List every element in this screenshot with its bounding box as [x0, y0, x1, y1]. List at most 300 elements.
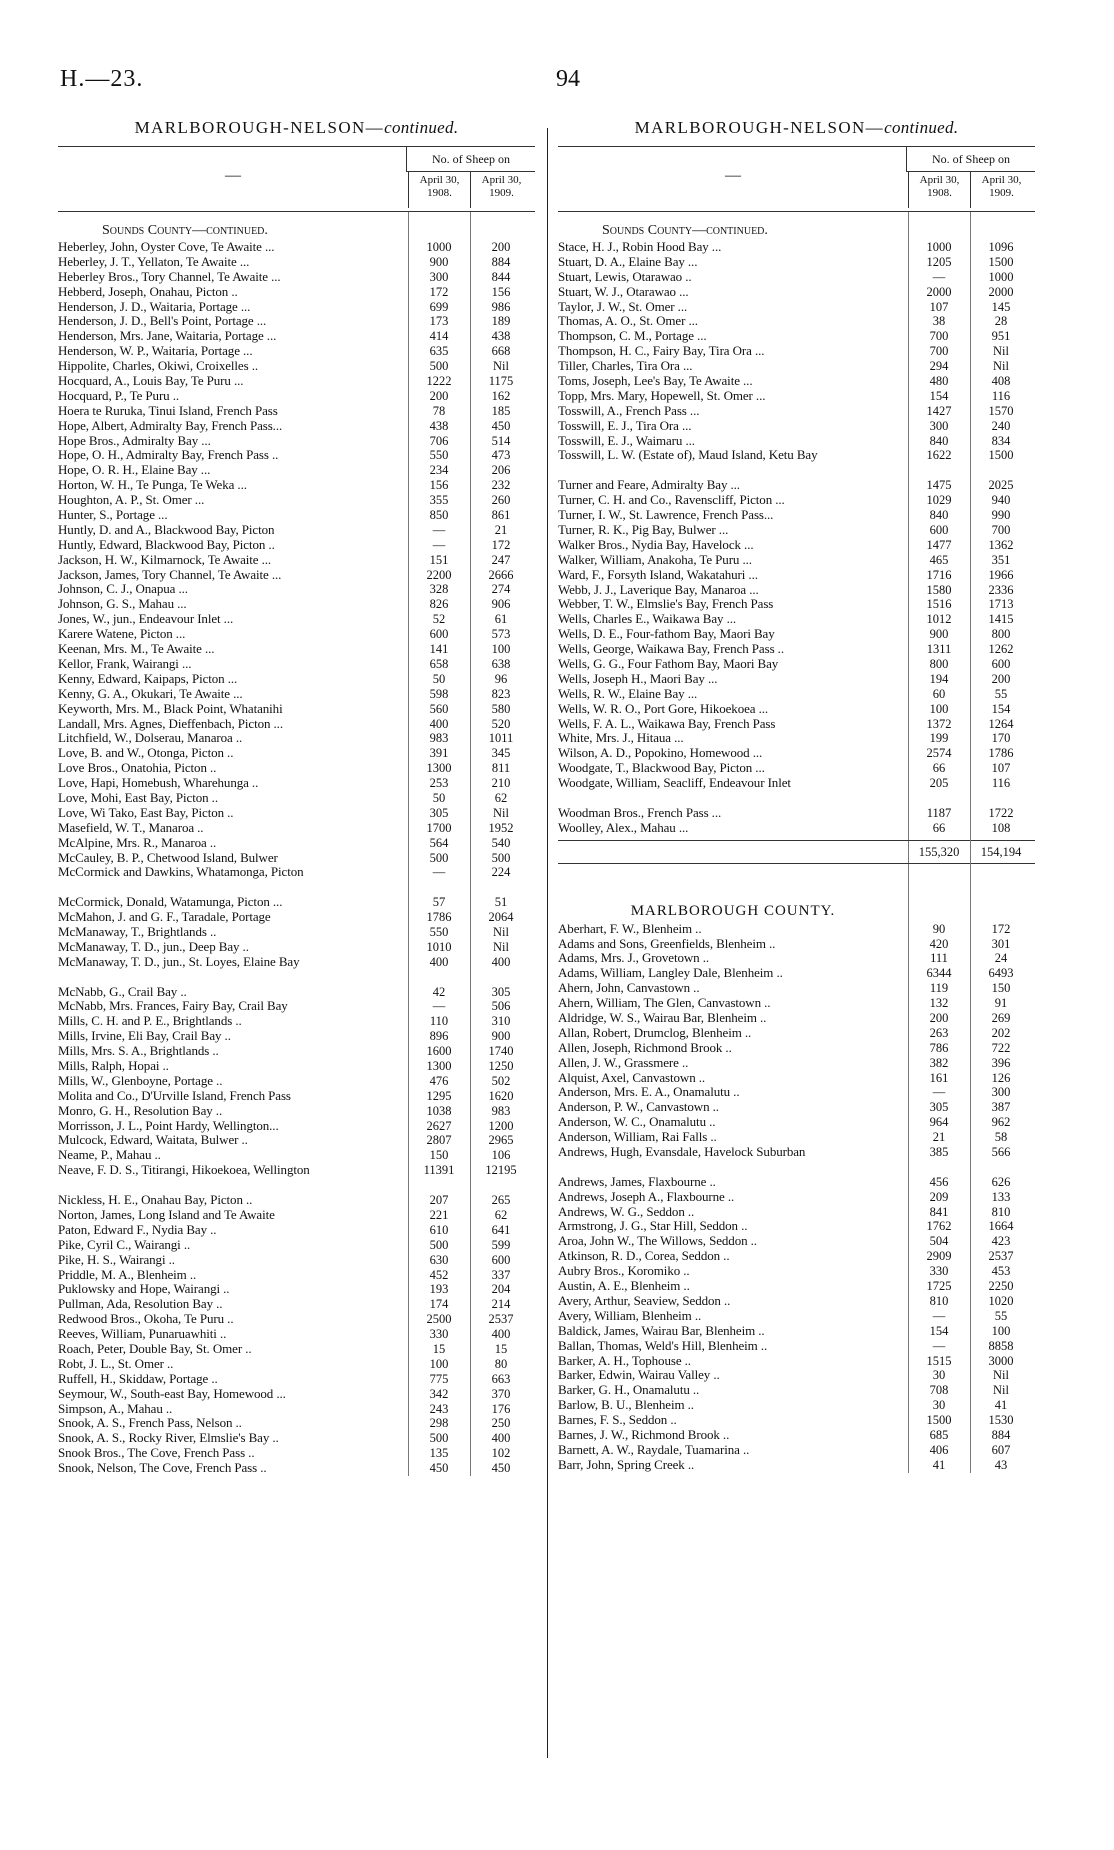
sheep-1908: 1786 [426, 910, 452, 925]
owner-name: Hope, Albert, Admiralty Bay, French Pass... [58, 418, 283, 433]
sheep-1908: 900 [929, 627, 949, 642]
section-heading: Sounds County—continued. [102, 223, 268, 238]
table-row [58, 1416, 535, 1431]
sheep-1908: 154 [929, 1323, 949, 1338]
sheep-1909: 2250 [988, 1279, 1014, 1294]
sheep-1908: 658 [429, 656, 449, 671]
owner-name: Mulcock, Edward, Waitata, Bulwer .. [58, 1133, 248, 1148]
sheep-1908: 1622 [926, 448, 952, 463]
sheep-1908: 234 [429, 463, 449, 478]
sheep-1909: 540 [491, 835, 511, 850]
sheep-1909: 265 [491, 1193, 511, 1208]
sheep-1909: 990 [991, 508, 1011, 523]
sheep-1909: 172 [491, 537, 511, 552]
owner-name: Hope, O. R. H., Elaine Bay ... [58, 463, 211, 478]
sheep-1908: 1029 [926, 493, 952, 508]
owner-name: Heberley, J. T., Yellaton, Te Awaite ... [58, 254, 250, 269]
table-row [58, 821, 535, 836]
sheep-1908: 630 [429, 1252, 449, 1267]
owner-name: Wells, Charles E., Waikawa Bay ... [558, 612, 737, 627]
owner-name: Simpson, A., Mahau .. [58, 1401, 173, 1416]
sheep-1909: Nil [993, 344, 1009, 359]
owner-name: Hebberd, Joseph, Onahau, Picton .. [58, 284, 238, 299]
sheep-1909: 823 [491, 686, 511, 701]
owner-name: Barlow, B. U., Blenheim .. [558, 1398, 694, 1413]
owner-name: Keenan, Mrs. M., Te Awaite ... [58, 642, 215, 657]
table-row [558, 612, 1035, 627]
table-row [558, 300, 1035, 315]
sheep-1909: 91 [994, 996, 1008, 1011]
table-row [58, 672, 535, 687]
table-body [58, 212, 535, 1476]
owner-name: Adams and Sons, Greenfields, Blenheim .. [558, 936, 776, 951]
sheep-1909: 43 [994, 1457, 1008, 1472]
sheep-1909: 150 [991, 981, 1011, 996]
owner-name: Turner, C. H. and Co., Ravenscliff, Picton ... [558, 493, 785, 508]
sheep-1909: 100 [991, 1323, 1011, 1338]
owner-name: Wells, R. W., Elaine Bay ... [558, 686, 698, 701]
owner-name: Woolley, Alex., Mahau ... [558, 820, 689, 835]
table-header [558, 146, 1035, 212]
sheep-1908: 420 [929, 936, 949, 951]
sheep-1908: 850 [429, 508, 449, 523]
sheep-1908: — [932, 1085, 946, 1100]
table-row [58, 940, 535, 955]
owner-name: Wells, Joseph H., Maori Bay ... [558, 671, 718, 686]
sheep-1908: 1010 [426, 939, 452, 954]
sheep-1909: 224 [491, 865, 511, 880]
sheep-1909: 1020 [988, 1293, 1014, 1308]
sheep-1908: 775 [429, 1371, 449, 1386]
owner-name: Webber, T. W., Elmslie's Bay, French Pass [558, 597, 774, 612]
owner-name: Mills, Ralph, Hopai .. [58, 1059, 169, 1074]
owner-name: Ward, F., Forsyth Island, Wakatahuri ... [558, 567, 758, 582]
sheep-1909: 520 [491, 716, 511, 731]
table-row [558, 1175, 1035, 1190]
sheep-1909: 400 [491, 1327, 511, 1342]
sheep-1909: 102 [491, 1446, 511, 1461]
table-row [558, 1339, 1035, 1354]
sheep-1909: 185 [491, 403, 511, 418]
owner-name: Roach, Peter, Double Bay, St. Omer .. [58, 1341, 252, 1356]
owner-name: White, Mrs. J., Hitaua ... [558, 731, 684, 746]
sheep-1909: 1620 [488, 1088, 514, 1103]
owner-name: Pike, H. S., Wairangi .. [58, 1252, 175, 1267]
owner-name: Anderson, William, Rai Falls .. [558, 1130, 717, 1145]
table-row [558, 553, 1035, 568]
table-row [558, 1324, 1035, 1339]
sheep-1908: 699 [429, 299, 449, 314]
owner-name: Hocquard, A., Louis Bay, Te Puru ... [58, 374, 244, 389]
sheep-1909: 800 [991, 627, 1011, 642]
sheep-1908: 355 [429, 493, 449, 508]
table-row [558, 1026, 1035, 1041]
owner-name: Turner and Feare, Admiralty Bay ... [558, 478, 740, 493]
table-row [558, 1130, 1035, 1145]
sheep-1908: 119 [929, 981, 949, 996]
table-row [558, 1428, 1035, 1443]
sheep-1909: 200 [491, 240, 511, 254]
sheep-1908: 400 [429, 954, 449, 969]
table-row [558, 717, 1035, 732]
sheep-1908: 400 [429, 716, 449, 731]
owner-name: Jones, W., jun., Endeavour Inlet ... [58, 612, 234, 627]
sheep-1908: 1580 [926, 582, 952, 597]
sheep-1908: 1500 [926, 1413, 952, 1428]
column-divider [547, 128, 548, 1758]
sheep-1908: 1716 [926, 567, 952, 582]
sheep-1908: 107 [929, 299, 949, 314]
table-row [558, 1354, 1035, 1369]
owner-name: Barr, John, Spring Creek .. [558, 1457, 695, 1472]
sheep-1909: 2666 [488, 567, 514, 582]
owner-name: Pullman, Ada, Resolution Bay .. [58, 1297, 223, 1312]
sheep-1909: 232 [491, 478, 511, 493]
sheep-1909: 51 [494, 895, 508, 910]
owner-name: McNabb, Mrs. Frances, Fairy Bay, Crail Bay [58, 999, 288, 1014]
owner-name: Seymour, W., South-east Bay, Homewood ... [58, 1386, 286, 1401]
sheep-1908: 300 [929, 418, 949, 433]
sheep-1908: 21 [932, 1130, 946, 1145]
sheep-1908: 635 [429, 344, 449, 359]
owner-name: Allen, J. W., Grassmere .. [558, 1055, 689, 1070]
sheep-1909: 107 [991, 761, 1011, 776]
sheep-1909: 940 [991, 493, 1011, 508]
column-title: MARLBOROUGH-NELSON—continued. [634, 118, 959, 137]
owner-name: Litchfield, W., Dolserau, Manaroa .. [58, 731, 243, 746]
sheep-1909: 204 [491, 1282, 511, 1297]
sheep-1908: 110 [429, 1014, 449, 1029]
sheep-1909: 62 [494, 790, 508, 805]
sheep-1908: — [932, 269, 946, 284]
sheep-1908: 200 [429, 388, 449, 403]
sheep-1908: 132 [929, 996, 949, 1011]
table-row [558, 1458, 1035, 1473]
sheep-1909: 55 [994, 1308, 1008, 1323]
table-row [58, 776, 535, 791]
table-row [558, 404, 1035, 419]
sheep-1908: 194 [929, 671, 949, 686]
sheep-1909: 58 [994, 1130, 1008, 1145]
table-row [58, 314, 535, 329]
owner-name: Alquist, Axel, Canvastown .. [558, 1070, 706, 1085]
sheep-count-header: No. of Sheep on [406, 147, 535, 172]
table-row [558, 434, 1035, 449]
owner-name: Henderson, J. D., Waitaria, Portage ... [58, 299, 251, 314]
sheep-1908: 2574 [926, 746, 952, 761]
sheep-1909: 8858 [988, 1338, 1014, 1353]
owner-name: Hocquard, P., Te Puru .. [58, 388, 180, 403]
sheep-1909: 626 [991, 1174, 1011, 1189]
sheep-1909: 566 [991, 1145, 1011, 1160]
sheep-1908: 500 [429, 1237, 449, 1252]
owner-name: Adams, Mrs. J., Grovetown .. [558, 951, 710, 966]
section-gap [558, 864, 1035, 900]
sheep-1909: 834 [991, 433, 1011, 448]
table-row [58, 1372, 535, 1387]
owner-name: Stuart, Lewis, Otarawao .. [558, 269, 692, 284]
owner-name: Monro, G. H., Resolution Bay .. [58, 1103, 223, 1118]
owner-name: Molita and Co., D'Urville Island, French Pass [58, 1088, 291, 1103]
table-row [58, 1133, 535, 1148]
sheep-1909: 3000 [988, 1353, 1014, 1368]
sheep-1908: 391 [429, 746, 449, 761]
table-row [58, 1193, 535, 1208]
table-row [558, 951, 1035, 966]
table-row [58, 1029, 535, 1044]
sheep-1909: 6493 [988, 966, 1014, 981]
table-row [558, 966, 1035, 981]
owner-name: Avery, Arthur, Seaview, Seddon .. [558, 1293, 731, 1308]
sheep-1908: 465 [929, 552, 949, 567]
table-row [558, 255, 1035, 270]
table-row [558, 568, 1035, 583]
table-row [58, 955, 535, 985]
sheep-1908: 900 [429, 254, 449, 269]
sheep-1909: 305 [491, 984, 511, 999]
owner-name: Woodman Bros., French Pass ... [558, 805, 722, 820]
sheep-1908: 610 [429, 1222, 449, 1237]
owner-name: Atkinson, R. D., Corea, Seddon .. [558, 1249, 730, 1264]
sheep-1908: 156 [429, 478, 449, 493]
sheep-1909: 41 [994, 1398, 1008, 1413]
sheep-1908: 50 [432, 671, 446, 686]
owner-name: Paton, Edward F., Nydia Bay .. [58, 1222, 217, 1237]
sheep-1908: 15 [432, 1341, 446, 1356]
owner-name: Wells, F. A. L., Waikawa Bay, French Pass [558, 716, 776, 731]
sheep-1909: 269 [991, 1011, 1011, 1025]
table-row [58, 300, 535, 315]
sheep-1909: Nil [993, 1368, 1009, 1383]
sheep-1908: 896 [429, 1029, 449, 1044]
table-row [58, 597, 535, 612]
owner-name: Horton, W. H., Te Punga, Te Weka ... [58, 478, 247, 493]
date-column-1908: April 30, 1908. [408, 171, 470, 208]
sheep-1909: 1570 [988, 403, 1014, 418]
owner-name: Huntly, D. and A., Blackwood Bay, Picton [58, 522, 275, 537]
sheep-1908: 1000 [426, 240, 452, 254]
table-row [58, 851, 535, 866]
table-row [558, 419, 1035, 434]
sheep-1909: 2064 [488, 910, 514, 925]
table-row [58, 999, 535, 1014]
sheep-1908: 151 [429, 552, 449, 567]
sheep-1908: 452 [429, 1267, 449, 1282]
owner-name: Morrisson, J. L., Point Hardy, Wellington... [58, 1118, 279, 1133]
sheep-1908: 161 [929, 1070, 949, 1085]
owner-name: Houghton, A. P., St. Omer ... [58, 493, 205, 508]
table-row [558, 1011, 1035, 1026]
sheep-1909: 986 [491, 299, 511, 314]
owner-name: McCormick and Dawkins, Whatamonga, Picton [58, 865, 304, 880]
sheep-1908: 300 [429, 269, 449, 284]
table-row [58, 702, 535, 717]
sheep-1908: 30 [932, 1368, 946, 1383]
table-row [558, 657, 1035, 672]
owner-name: Snook, A. S., Rocky River, Elmslie's Bay .. [58, 1431, 279, 1446]
table-row [558, 1368, 1035, 1383]
owner-name: McCauley, B. P., Chetwood Island, Bulwer [58, 850, 278, 865]
table-row [58, 463, 535, 478]
sheep-1909: 106 [491, 1148, 511, 1163]
sheep-1909: 1362 [988, 537, 1014, 552]
owner-name: Snook, Nelson, The Cove, French Pass .. [58, 1461, 267, 1476]
sheep-1909: 906 [491, 597, 511, 612]
table-row [58, 1342, 535, 1357]
sheep-1908: 1516 [926, 597, 952, 612]
table-row [58, 1357, 535, 1372]
sheep-1909: 2336 [988, 582, 1014, 597]
sheep-1909: 450 [491, 1461, 511, 1476]
table-row [558, 1219, 1035, 1234]
table-row [58, 1074, 535, 1089]
sheep-1908: 263 [929, 1025, 949, 1040]
sheep-1909: 811 [491, 761, 511, 776]
sheep-1908: 174 [429, 1297, 449, 1312]
sheep-1908: 450 [429, 1461, 449, 1476]
sheep-1908: 172 [429, 284, 449, 299]
table-row [58, 329, 535, 344]
sheep-1909: 260 [491, 493, 511, 508]
table-row [558, 1398, 1035, 1413]
table-row [58, 1387, 535, 1402]
owner-name: McAlpine, Mrs. R., Manaroa .. [58, 835, 217, 850]
table-row [558, 478, 1035, 493]
owner-name: Hunter, S., Portage ... [58, 508, 168, 523]
sheep-1908: 414 [429, 329, 449, 344]
owner-name: Love, B. and W., Otonga, Picton .. [58, 746, 234, 761]
sheep-1908: 305 [929, 1100, 949, 1115]
table-row [558, 1190, 1035, 1205]
table-row [558, 1085, 1035, 1100]
sheep-1909: 573 [491, 627, 511, 642]
table-row [558, 508, 1035, 523]
sheep-1908: 500 [429, 850, 449, 865]
sheep-1908: 2807 [426, 1133, 452, 1148]
owner-name: Wilson, A. D., Popokino, Homewood ... [558, 746, 763, 761]
date-column-1909: April 30, 1909. [470, 171, 532, 208]
table-row [58, 925, 535, 940]
sheep-1908: 342 [429, 1386, 449, 1401]
sheep-1909: 1175 [488, 374, 514, 389]
owner-name: Andrews, James, Flaxbourne .. [558, 1174, 716, 1189]
table-row [58, 1104, 535, 1119]
sheep-1909: 473 [491, 448, 511, 463]
table-row [558, 270, 1035, 285]
sheep-1908: 598 [429, 686, 449, 701]
sheep-1908: 100 [429, 1356, 449, 1371]
owner-name: Aberhart, F. W., Blenheim .. [558, 921, 702, 936]
table-row [58, 1089, 535, 1104]
sheep-1909: 884 [991, 1427, 1011, 1442]
table-row [58, 568, 535, 583]
owner-name: Heberley Bros., Tory Channel, Te Awaite ... [58, 269, 281, 284]
owner-name: Nickless, H. E., Onahau Bay, Picton .. [58, 1193, 253, 1208]
owner-name: Priddle, M. A., Blenheim .. [58, 1267, 197, 1282]
owner-name: Kellor, Frank, Wairangi ... [58, 656, 192, 671]
sheep-1909: 638 [491, 656, 511, 671]
sheep-1908: 328 [429, 582, 449, 597]
owner-name: Andrews, W. G., Seddon .. [558, 1204, 695, 1219]
sheep-1909: 396 [991, 1055, 1011, 1070]
table-row [58, 404, 535, 419]
table-row [558, 1383, 1035, 1398]
sheep-1908: — [432, 537, 446, 552]
sheep-1908: 1762 [926, 1219, 952, 1234]
sheep-1909: Nil [493, 924, 509, 939]
sheep-1909: 126 [991, 1070, 1011, 1085]
sheep-1908: 200 [929, 1011, 949, 1025]
table-row [558, 627, 1035, 642]
sheep-1908: 1372 [926, 716, 952, 731]
total-1908: 155,320 [918, 844, 960, 859]
table-row [558, 981, 1035, 996]
page-number: 94 [556, 66, 580, 92]
owner-name: Anderson, W. C., Onamalutu .. [558, 1115, 716, 1130]
owner-name: Love Bros., Onatohia, Picton .. [58, 761, 217, 776]
owner-name: Anderson, P. W., Canvastown .. [558, 1100, 719, 1115]
sheep-1909: 214 [491, 1297, 511, 1312]
sheep-1909: 200 [991, 671, 1011, 686]
table-row [558, 389, 1035, 404]
table-row [58, 657, 535, 672]
table-row [558, 687, 1035, 702]
owner-name: Wells, G. G., Four Fathom Bay, Maori Bay [558, 656, 779, 671]
sheep-1909: 301 [991, 936, 1011, 951]
table-row [558, 821, 1035, 836]
owner-name: Thompson, H. C., Fairy Bay, Tira Ora ... [558, 344, 765, 359]
sheep-1909: 900 [491, 1029, 511, 1044]
sheep-1908: 330 [929, 1264, 949, 1279]
owner-name: Allan, Robert, Drumclog, Blenheim .. [558, 1025, 752, 1040]
owner-name: Hope Bros., Admiralty Bay ... [58, 433, 211, 448]
table-row [558, 448, 1035, 478]
sheep-1909: 108 [991, 820, 1011, 835]
sheep-1909: 700 [991, 522, 1011, 537]
sheep-1909: 600 [991, 656, 1011, 671]
owner-name: Stuart, D. A., Elaine Bay ... [558, 254, 698, 269]
table-row [58, 255, 535, 270]
sheep-1908: 150 [429, 1148, 449, 1163]
owner-name: Tosswill, A., French Pass ... [558, 403, 700, 418]
sheep-1908: 786 [929, 1040, 949, 1055]
table-row [558, 1279, 1035, 1294]
sheep-1908: 476 [429, 1073, 449, 1088]
table-row [58, 895, 535, 910]
sheep-1909: 1500 [988, 448, 1014, 463]
sheep-1909: 206 [491, 463, 511, 478]
owner-name: Johnson, C. J., Onapua ... [58, 582, 188, 597]
page-header [40, 66, 1080, 106]
sheep-1908: 385 [929, 1145, 949, 1160]
owner-name: Turner, I. W., St. Lawrence, French Pass... [558, 508, 774, 523]
sheep-1909: 423 [991, 1234, 1011, 1249]
table-row [58, 717, 535, 732]
owner-name: Thomas, A. O., St. Omer ... [558, 314, 698, 329]
sheep-1909: 274 [491, 582, 511, 597]
table-row [558, 314, 1035, 329]
sheep-1908: 66 [932, 820, 946, 835]
owner-name: Redwood Bros., Okoha, Te Puru .. [58, 1312, 234, 1327]
table-row [558, 493, 1035, 508]
sheep-1908: 2000 [926, 284, 952, 299]
owner-name: Stuart, W. J., Otarawao ... [558, 284, 689, 299]
table-row [58, 285, 535, 300]
sheep-1909: 2537 [488, 1312, 514, 1327]
table-row [58, 985, 535, 1000]
table-row [58, 448, 535, 463]
owner-name: Henderson, J. D., Bell's Point, Portage ... [58, 314, 267, 329]
